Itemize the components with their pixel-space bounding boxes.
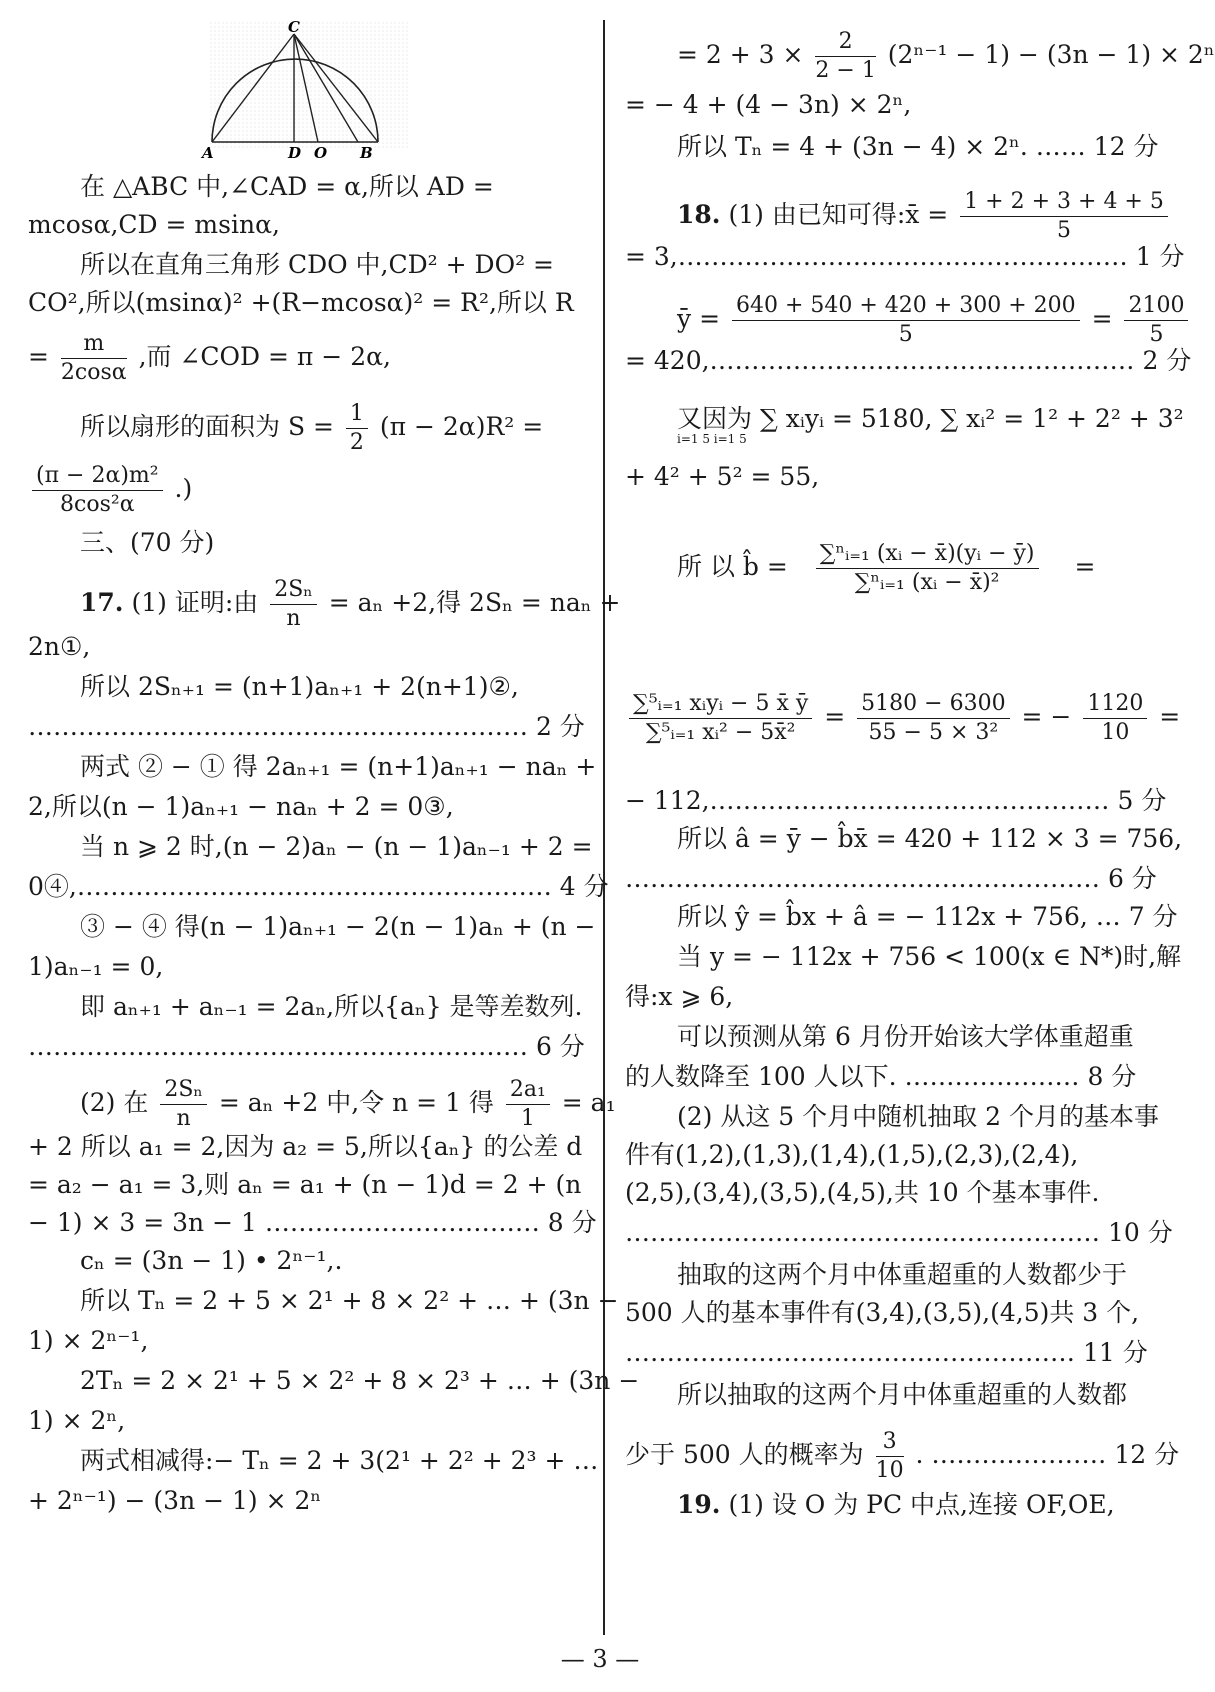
right-line-6-a: ȳ =	[677, 304, 721, 333]
left-line-6-b: (π − 2α)R² =	[379, 412, 544, 441]
fraction-area-den: 8cos²α	[60, 492, 135, 517]
right-line-19: 的人数降至 100 人以下. ………………… 8 分	[625, 1062, 1137, 1091]
fraction-2a1-num: 2a₁	[506, 1076, 550, 1105]
fraction-geo	[815, 28, 875, 85]
right-line-26: ……………………………………………… 11 分	[625, 1338, 1148, 1367]
right-line-22: (2,5),(3,4),(3,5),(4,5),共 10 个基本事件.	[625, 1178, 1100, 1207]
right-line-1	[625, 28, 1215, 85]
fraction-half	[346, 400, 368, 457]
fraction-bhat-den: ∑ⁿᵢ₌₁ (xᵢ − x̄)²	[854, 570, 1000, 595]
fraction-r	[61, 330, 127, 387]
right-line-18: 可以预测从第 6 月份开始该大学体重超重	[677, 1022, 1134, 1051]
right-line-16: 当 y = − 112x + 756 < 100(x ∈ N*)时,解	[677, 942, 1182, 971]
left-line-18: 1)aₙ₋₁ = 0,	[28, 952, 164, 981]
fraction-bhat-3-den: 55 − 5 × 3²	[868, 720, 999, 745]
fraction-xbar	[960, 188, 1168, 245]
fraction-prob	[876, 1428, 904, 1485]
fraction-half-num: 1	[346, 400, 368, 429]
left-line-9-a: (1) 证明:由	[131, 588, 259, 617]
label-b: B	[360, 144, 373, 162]
label-c: C	[288, 18, 300, 36]
right-line-4	[625, 188, 1172, 245]
right-line-4-a: (1) 由已知可得:x̄ =	[728, 200, 949, 229]
right-line-29	[625, 1490, 1115, 1520]
left-line-14: 2,所以(n − 1)aₙ₊₁ − naₙ + 2 = 0③,	[28, 792, 454, 821]
right-line-12: − 112,………………………………………… 5 分	[625, 786, 1167, 815]
left-line-7-b: .)	[174, 474, 193, 503]
page-number: — 3 —	[560, 1645, 640, 1673]
right-line-10-a: 所 以 b̂ =	[677, 552, 788, 581]
left-line-5	[28, 330, 391, 387]
left-line-23: = a₂ − a₁ = 3,则 aₙ = a₁ + (n − 1)d = 2 + (n	[28, 1170, 582, 1199]
fraction-2100	[1124, 292, 1188, 349]
right-line-17: 得:x ⩾ 6,	[625, 982, 734, 1011]
left-line-15: 当 n ⩾ 2 时,(n − 2)aₙ − (n − 1)aₙ₋₁ + 2 =	[80, 832, 593, 861]
fraction-bhat-2	[629, 690, 812, 747]
left-line-30: 两式相减得:− Tₙ = 2 + 3(2¹ + 2² + 2³ + …	[80, 1446, 599, 1475]
fraction-prob-den: 10	[875, 1458, 904, 1483]
left-line-21-b: = aₙ +2 中,令 n = 1 得	[218, 1088, 494, 1117]
right-line-6	[625, 292, 1192, 349]
semicircle-figure	[202, 18, 410, 172]
left-line-25: cₙ = (3n − 1) • 2ⁿ⁻¹,.	[80, 1246, 343, 1275]
left-line-20: …………………………………………………… 6 分	[28, 1032, 585, 1061]
right-line-1-b: (2ⁿ⁻¹ − 1) − (3n − 1) × 2ⁿ	[887, 40, 1215, 69]
fraction-ybar-den: 5	[898, 322, 913, 347]
right-line-25: 500 人的基本事件有(3,4),(3,5),(4,5)共 3 个,	[625, 1298, 1140, 1327]
fraction-bhat-num: ∑ⁿᵢ₌₁ (xᵢ − x̄)(yᵢ − ȳ)	[816, 540, 1039, 569]
left-line-16: 0④,………………………………………………… 4 分	[28, 872, 609, 901]
right-line-2: = − 4 + (4 − 3n) × 2ⁿ,	[625, 90, 912, 119]
left-line-21-a: (2) 在	[80, 1088, 149, 1117]
left-line-4: CO²,所以(msinα)² +(R−mcosα)² = R²,所以 R	[28, 288, 574, 317]
right-line-3: 所以 Tₙ = 4 + (3n − 4) × 2ⁿ. …… 12 分	[677, 132, 1159, 161]
fraction-r-den: 2cosα	[60, 360, 127, 385]
left-line-21	[28, 1076, 616, 1133]
right-line-23: ………………………………………………… 10 分	[625, 1218, 1173, 1247]
fraction-ybar	[732, 292, 1080, 349]
left-line-28: 2Tₙ = 2 × 2¹ + 5 × 2² + 8 × 2³ + … + (3n −	[80, 1366, 640, 1395]
semicircle-diagram	[202, 18, 410, 172]
fraction-geo-num: 2	[815, 28, 875, 57]
right-line-11-d: =	[1159, 702, 1181, 731]
left-line-1: 在 △ABC 中,∠CAD = α,所以 AD =	[80, 172, 494, 201]
left-line-26: 所以 Tₙ = 2 + 5 × 2¹ + 8 × 2² + … + (3n −	[80, 1286, 619, 1315]
fraction-bhat	[816, 540, 1039, 597]
fraction-area-num: (π − 2α)m²	[32, 462, 163, 491]
label-d: D	[288, 144, 302, 162]
diagram-background	[210, 22, 410, 148]
fraction-2sn-b	[160, 1076, 207, 1133]
left-line-21-c: = a₁	[561, 1088, 616, 1117]
left-line-11: 所以 2Sₙ₊₁ = (n+1)aₙ₊₁ + 2(n+1)②,	[80, 672, 519, 701]
right-line-21: 件有(1,2),(1,3),(1,4),(1,5),(2,3),(2,4),	[625, 1140, 1079, 1169]
fraction-bhat-3	[857, 690, 1009, 747]
right-line-10	[625, 540, 1095, 597]
right-line-11-c: = −	[1021, 702, 1072, 731]
right-line-28	[625, 1428, 1179, 1485]
fraction-2sn	[270, 576, 317, 633]
fraction-1120-den: 10	[1101, 720, 1130, 745]
left-line-9-b: = aₙ +2,得 2Sₙ = naₙ +	[328, 588, 621, 617]
right-line-11	[625, 690, 1180, 747]
left-line-24: − 1) × 3 = 3n − 1 …………………………… 8 分	[28, 1208, 597, 1237]
right-line-27: 所以抽取的这两个月中体重超重的人数都	[677, 1380, 1128, 1409]
right-line-10-b: =	[1074, 552, 1096, 581]
left-line-27: 1) × 2ⁿ⁻¹,	[28, 1326, 149, 1355]
fraction-area	[32, 462, 163, 519]
left-line-17: ③ − ④ 得(n − 1)aₙ₊₁ − 2(n − 1)aₙ + (n −	[80, 912, 596, 941]
fraction-2100-num: 2100	[1124, 292, 1188, 321]
fraction-prob-num: 3	[876, 1428, 904, 1457]
right-line-7: = 420,…………………………………………… 2 分	[625, 346, 1192, 375]
right-line-24: 抽取的这两个月中体重超重的人数都少于	[677, 1260, 1128, 1289]
left-line-3: 所以在直角三角形 CDO 中,CD² + DO² =	[80, 250, 554, 279]
right-line-15: 所以 ŷ = b̂x + â = − 112x + 756, … 7 分	[677, 902, 1178, 931]
left-line-9	[28, 576, 620, 633]
fraction-geo-den: 2 − 1	[815, 58, 876, 83]
left-line-22: + 2 所以 a₁ = 2,因为 a₂ = 5,所以{aₙ} 的公差 d	[28, 1132, 583, 1161]
left-line-5-eq: =	[28, 342, 49, 371]
fraction-r-num: m	[61, 330, 127, 359]
fraction-2sn-b-num: 2Sₙ	[160, 1076, 207, 1105]
fraction-bhat-2-num: ∑⁵ᵢ₌₁ xᵢyᵢ − 5 x̄ ȳ	[629, 690, 812, 719]
fraction-2a1	[506, 1076, 550, 1133]
fraction-2sn-den: n	[286, 606, 301, 631]
fraction-xbar-den: 5	[1057, 218, 1072, 243]
fraction-2100-den: 5	[1149, 322, 1164, 347]
right-line-28-a: 少于 500 人的概率为	[625, 1440, 864, 1469]
left-line-13: 两式 ② − ① 得 2aₙ₊₁ = (n+1)aₙ₊₁ − naₙ +	[80, 752, 597, 781]
right-line-9: + 4² + 5² = 55,	[625, 462, 820, 491]
right-line-28-b: . ………………… 12 分	[915, 1440, 1180, 1469]
right-line-20: (2) 从这 5 个月中随机抽取 2 个月的基本事	[677, 1102, 1159, 1131]
right-line-29-text: (1) 设 O 为 PC 中点,连接 OF,OE,	[728, 1490, 1115, 1519]
fraction-half-den: 2	[349, 430, 364, 455]
right-line-8: 又因为 ∑ xᵢyᵢ = 5180, ∑ xᵢ² = 1² + 2² + 3²	[677, 404, 1184, 433]
fraction-2a1-den: 1	[520, 1106, 535, 1131]
right-line-5: = 3,……………………………………………… 1 分	[625, 242, 1185, 271]
question-17-number: 17.	[80, 588, 124, 617]
right-line-13: 所以 â = ȳ − b̂x̄ = 420 + 112 × 3 = 756,	[677, 824, 1183, 853]
fraction-xbar-num: 1 + 2 + 3 + 4 + 5	[960, 188, 1168, 217]
left-line-7	[28, 462, 192, 519]
fraction-2sn-b-den: n	[176, 1106, 191, 1131]
question-18-number: 18.	[677, 200, 721, 229]
label-a: A	[202, 144, 214, 162]
right-line-11-b: =	[824, 702, 846, 731]
right-line-14: ………………………………………………… 6 分	[625, 864, 1157, 893]
right-line-1-a: = 2 + 3 ×	[677, 40, 804, 69]
question-19-number: 19.	[677, 1490, 721, 1519]
left-line-5-rest: ,而 ∠COD = π − 2α,	[138, 342, 391, 371]
left-line-6-a: 所以扇形的面积为 S =	[80, 412, 334, 441]
left-line-12: …………………………………………………… 2 分	[28, 712, 585, 741]
fraction-1120	[1083, 690, 1147, 747]
left-line-19: 即 aₙ₊₁ + aₙ₋₁ = 2aₙ,所以{aₙ} 是等差数列.	[80, 992, 583, 1021]
fraction-bhat-3-num: 5180 − 6300	[857, 690, 1009, 719]
right-line-8-sub: i=1 5 i=1 5	[677, 432, 747, 446]
right-line-6-b: =	[1091, 304, 1113, 333]
fraction-ybar-num: 640 + 540 + 420 + 300 + 200	[732, 292, 1080, 321]
left-line-31: + 2ⁿ⁻¹) − (3n − 1) × 2ⁿ	[28, 1486, 322, 1515]
left-line-6	[28, 400, 543, 457]
left-line-29: 1) × 2ⁿ,	[28, 1406, 126, 1435]
label-o: O	[314, 144, 328, 162]
left-line-2: mcosα,CD = msinα,	[28, 210, 280, 239]
section-heading: 三、(70 分)	[80, 528, 215, 557]
left-line-10: 2n①,	[28, 632, 91, 661]
fraction-2sn-num: 2Sₙ	[270, 576, 317, 605]
fraction-bhat-2-den: ∑⁵ᵢ₌₁ xᵢ² − 5x̄²	[645, 720, 796, 745]
fraction-1120-num: 1120	[1083, 690, 1147, 719]
